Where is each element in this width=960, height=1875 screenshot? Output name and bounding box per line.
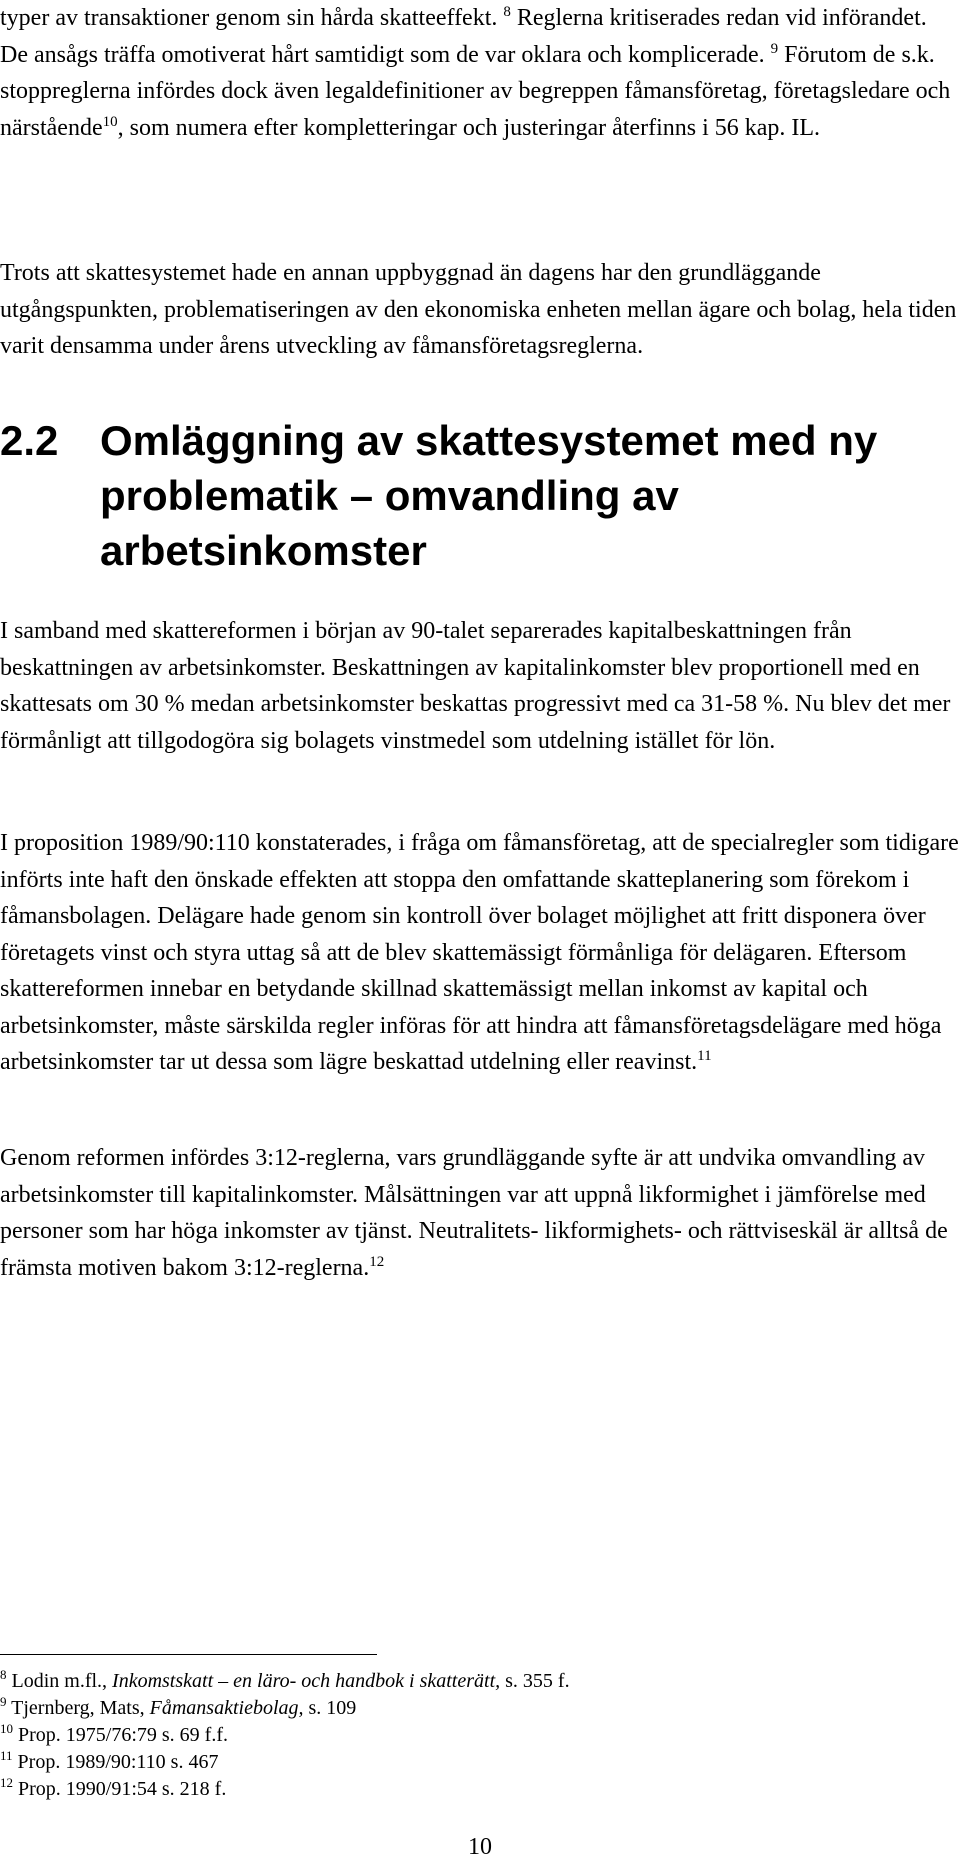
footnote-text: Prop. 1975/76:79 s. 69 f.f. [18, 1724, 228, 1746]
footnote [0, 1722, 960, 1749]
footnote-ref-9[interactable]: 9 [770, 40, 779, 57]
footnote-text: Lodin m.fl., [11, 1670, 113, 1692]
footnote-text: Tjernberg, Mats, [11, 1697, 150, 1719]
footnote-ref-11[interactable]: 11 [697, 1048, 712, 1064]
footnote-separator [0, 1654, 377, 1655]
footnote [0, 1776, 960, 1803]
footnote-number: 8 [0, 1667, 7, 1682]
footnote-ref-8[interactable]: 8 [503, 4, 511, 20]
footnote-number: 12 [0, 1775, 13, 1790]
footnote-text: s. 109 [303, 1697, 357, 1719]
section-title: Omläggning av skattesystemet med ny problematik – omvandling av arbetsinkomster [100, 417, 878, 574]
footnote-title: Fåmansaktiebolag, [149, 1697, 304, 1719]
paragraph-proposition [0, 825, 960, 1081]
footnote-number: 9 [0, 1694, 7, 1709]
footnote-text: Prop. 1990/91:54 s. 218 f. [18, 1778, 227, 1800]
footnote-text: Prop. 1989/90:110 s. 467 [17, 1751, 219, 1773]
text-run: Förutom de s.k. stoppreglerna infördes dock även legaldefinitioner av begreppen fåmansföretag, företagsledare och närstående [0, 41, 951, 141]
footnotes-list [0, 1668, 960, 1803]
footnote [0, 1668, 960, 1695]
text-run: I proposition 1989/90:110 konstaterades, i fråga om fåmansföretag, att de specialregler som tidigare införts inte haft den önskade effekten att stoppa den omfattande skatteplanering som förekom i fåmansbolagen. Delägare hade genom sin kontroll över bolaget möjlighet att fritt disponera över företagets vinst och styra uttag så att de blev skattemässigt förmånliga för delägaren. Eftersom skattereformen innebar en betydande skillnad skattemässigt mellan inkomst av kapital och arbetsinkomster, måste särskilda regler införas för att hindra att fåmansföretagsdelägare med höga arbetsinkomster tar ut dessa som lägre beskattad utdelning eller reavinst. [0, 830, 959, 1075]
paragraph-stop-rules [0, 0, 960, 146]
paragraph-economic-unit: Trots att skattesystemet hade en annan uppbyggnad än dagens har den grundläggande utgångspunkten, problematiseringen av den ekonomiska enheten mellan ägare och bolag, hela tiden varit densamma under årens utveckling av fåmansföretagsreglerna. [0, 260, 957, 359]
text-run: Genom reformen infördes 3:12-reglerna, vars grundläggande syfte är att undvika omvandling av arbetsinkomster till kapitalinkomster. Målsättningen var att uppnå likformighet i jämförelse med personer som har höga inkomster av tjänst. Neutralitets- likformighets- och rättviseskäl är alltså de främsta motiven bakom 3:12-reglerna. [0, 1145, 948, 1281]
footnote [0, 1749, 960, 1776]
footnote-ref-10[interactable]: 10 [102, 113, 118, 130]
footnote-number: 11 [0, 1748, 13, 1763]
section-heading [0, 413, 900, 578]
text-run: typer av transaktioner genom sin hårda skatteeffekt. [0, 5, 504, 31]
page-number: 10 [468, 1834, 492, 1860]
footnote-ref-12[interactable]: 12 [369, 1253, 385, 1270]
footnote-title: Inkomstskatt – en läro- och handbok i skatterätt, [112, 1670, 501, 1692]
footnote-text: s. 355 f. [500, 1670, 570, 1692]
paragraph-tax-reform: I samband med skattereformen i början av 90-talet separerades kapitalbeskattningen från beskattningen av arbetsinkomster. Beskattningen av kapitalinkomster blev proportionell med en skattesats om 30 % medan arbetsinkomster beskattas progressivt med ca 31-58 %. Nu blev det mer förmånligt att tillgodogöra sig bolagets vinstmedel som utdelning istället för lön. [0, 618, 951, 754]
section-number: 2.2 [0, 417, 59, 464]
footnote [0, 1695, 960, 1722]
text-run: Reglerna kritiserades redan vid införandet. De ansågs träffa omotiverat hårt samtidigt som de var oklara och komplicerade. [0, 5, 927, 68]
text-run: , som numera efter kompletteringar och justeringar återfinns i 56 kap. IL. [117, 114, 821, 141]
paragraph-312-rules [0, 1140, 960, 1286]
footnote-number: 10 [0, 1721, 13, 1736]
